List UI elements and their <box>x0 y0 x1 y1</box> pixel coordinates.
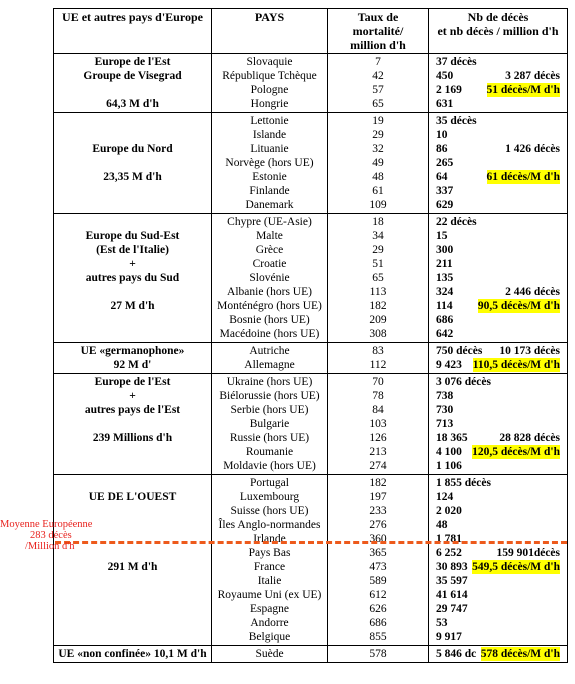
per-million-total: 90,5 décès/M d'h <box>477 300 560 312</box>
mortality-rate: 29 <box>372 244 384 256</box>
region-label-line: UE «germanophone» <box>80 345 185 357</box>
deaths-line <box>432 299 564 313</box>
region-cell <box>54 214 212 343</box>
country-name: Îles Anglo-normandes <box>218 519 321 531</box>
country-name: Finlande <box>249 185 290 197</box>
header-rate-line2: million d'h <box>350 38 406 52</box>
country-cell <box>212 113 328 214</box>
country-name: Biélorussie (hors UE) <box>219 390 320 402</box>
deaths-value: 6 252 <box>436 547 462 559</box>
mortality-rate: 686 <box>369 617 387 629</box>
deaths-line <box>432 431 564 445</box>
region-label-line: autres pays de l'Est <box>84 404 181 416</box>
deaths-line <box>432 344 564 358</box>
country-name: Russie (hors UE) <box>229 432 310 444</box>
mortality-rate: 233 <box>369 505 387 517</box>
region-label-line: (Est de l'Italie) <box>96 244 169 256</box>
country-name: Islande <box>252 129 287 141</box>
region-label-line <box>57 215 208 229</box>
deaths-value: 18 365 <box>436 432 468 444</box>
deaths-line <box>432 97 564 111</box>
deaths-value: 629 <box>436 199 454 211</box>
region-label-line: 23,35 M d'h <box>103 171 162 183</box>
group-row <box>54 374 568 475</box>
country-name: Royaume Uni (ex UE) <box>217 589 322 601</box>
deaths-line <box>432 504 564 518</box>
deaths-cell <box>429 343 568 374</box>
deaths-value: 53 <box>436 617 448 629</box>
mortality-rate: 29 <box>372 129 384 141</box>
deaths-value: 5 846 dc <box>436 648 477 660</box>
rate-cell <box>328 54 429 113</box>
country-name: Suisse (hors UE) <box>230 505 309 517</box>
mortality-rate: 103 <box>369 418 387 430</box>
country-name: Lettonie <box>250 115 289 127</box>
mortality-rate: 126 <box>369 432 387 444</box>
group-row <box>54 113 568 214</box>
header-row <box>54 9 568 54</box>
rate-cell <box>328 475 429 646</box>
mortality-rate: 7 <box>375 56 381 68</box>
region-cell <box>54 475 212 646</box>
region-label-line: Europe de l'Est <box>94 376 171 388</box>
deaths-value: 2 169 <box>436 84 462 96</box>
country-name: Macédoine (hors UE) <box>219 328 320 340</box>
mortality-rate: 113 <box>369 286 387 298</box>
deaths-cell <box>429 54 568 113</box>
mortality-rate: 626 <box>369 603 387 615</box>
country-name: Pologne <box>250 84 289 96</box>
mortality-rate: 42 <box>372 70 384 82</box>
deaths-line <box>432 490 564 504</box>
deaths-value: 2 020 <box>436 505 462 517</box>
deaths-value: 114 <box>436 300 453 312</box>
deaths-line <box>432 630 564 644</box>
region-label-line <box>57 114 208 128</box>
mortality-rate: 70 <box>372 376 384 388</box>
region-label-line <box>57 156 208 170</box>
group-total-deaths: 2 446 décès <box>505 286 560 298</box>
region-label-line <box>57 504 208 518</box>
region-label-line: autres pays du Sud <box>85 272 180 284</box>
rate-cell <box>328 646 429 663</box>
deaths-value: 1 106 <box>436 460 462 472</box>
region-label-line <box>57 128 208 142</box>
deaths-line <box>432 198 564 212</box>
deaths-value: 9 917 <box>436 631 462 643</box>
deaths-value: 15 <box>436 230 448 242</box>
mortality-rate: 365 <box>369 547 387 559</box>
region-label-line: + <box>129 390 136 402</box>
group-row <box>54 214 568 343</box>
mortality-rate: 197 <box>369 491 387 503</box>
deaths-line <box>432 83 564 97</box>
deaths-cell <box>429 113 568 214</box>
mortality-rate: 51 <box>372 258 384 270</box>
country-name: Italie <box>257 575 282 587</box>
country-cell <box>212 343 328 374</box>
country-name: Slovaquie <box>246 56 293 68</box>
deaths-line <box>432 156 564 170</box>
country-name: Allemagne <box>244 359 295 371</box>
deaths-value: 337 <box>436 185 454 197</box>
per-million-total: 578 décès/M d'h <box>480 648 560 660</box>
country-name: Monténégro (hors UE) <box>217 300 322 312</box>
country-name: Norvège (hors UE) <box>225 157 314 169</box>
region-label-line <box>57 476 208 490</box>
mortality-rate: 473 <box>369 561 387 573</box>
mortality-rate: 65 <box>372 98 384 110</box>
mortality-rate: 65 <box>372 272 384 284</box>
deaths-value: 37 décès <box>436 56 477 68</box>
deaths-cell <box>429 374 568 475</box>
mortality-rate: 274 <box>369 460 387 472</box>
deaths-line <box>432 616 564 630</box>
deaths-line <box>432 574 564 588</box>
deaths-line <box>432 518 564 532</box>
region-label-line: 92 M d' <box>113 359 152 371</box>
mortality-table <box>53 8 568 663</box>
region-label-line: + <box>129 258 136 270</box>
deaths-line <box>432 69 564 83</box>
mortality-rate: 276 <box>369 519 387 531</box>
deaths-line <box>432 588 564 602</box>
deaths-line <box>432 142 564 156</box>
deaths-line <box>432 560 564 574</box>
deaths-value: 324 <box>436 286 454 298</box>
country-name: Ukraine (hors UE) <box>226 376 313 388</box>
deaths-value: 48 <box>436 519 448 531</box>
group-row <box>54 646 568 663</box>
deaths-line <box>432 285 564 299</box>
average-line1: Moyenne Européenne <box>0 519 93 530</box>
per-million-total: 549,5 décès/M d'h <box>472 561 560 573</box>
country-cell <box>212 475 328 646</box>
country-name: Hongrie <box>250 98 289 110</box>
group-total-deaths: 10 173 décès <box>499 345 560 357</box>
country-name: Luxembourg <box>239 491 300 503</box>
region-label-line: 27 M d'h <box>110 300 155 312</box>
deaths-line <box>432 445 564 459</box>
country-name: Andorre <box>250 617 289 629</box>
deaths-value: 29 747 <box>436 603 468 615</box>
mortality-rate: 49 <box>372 157 384 169</box>
country-name: Grèce <box>255 244 284 256</box>
deaths-line <box>432 647 564 661</box>
european-average-line <box>55 541 567 544</box>
mortality-rate: 578 <box>369 648 387 660</box>
country-name: Malte <box>256 230 283 242</box>
deaths-value: 4 100 <box>436 446 462 458</box>
country-name: Estonie <box>252 171 287 183</box>
deaths-value: 9 423 <box>436 359 462 371</box>
deaths-line <box>432 389 564 403</box>
deaths-line <box>432 257 564 271</box>
mortality-rate: 34 <box>372 230 384 242</box>
deaths-line <box>432 546 564 560</box>
country-name: République Tchèque <box>222 70 317 82</box>
country-name: Pays Bas <box>248 547 291 559</box>
deaths-line <box>432 358 564 372</box>
deaths-value: 1 781 <box>436 533 462 545</box>
deaths-value: 35 597 <box>436 575 468 587</box>
per-million-total: 120,5 décès/M d'h <box>472 446 560 458</box>
country-name: Croatie <box>252 258 287 270</box>
region-cell <box>54 343 212 374</box>
country-name: Slovénie <box>249 272 290 284</box>
country-name: Lituanie <box>250 143 289 155</box>
deaths-line <box>432 313 564 327</box>
deaths-value: 750 décès <box>436 345 483 357</box>
region-label-line: 291 M d'h <box>107 561 158 573</box>
deaths-value: 124 <box>436 491 454 503</box>
region-label-line: Europe de l'Est <box>94 56 171 68</box>
mortality-rate: 18 <box>372 216 384 228</box>
country-name: Chypre (UE-Asie) <box>227 216 312 228</box>
mortality-rate: 84 <box>372 404 384 416</box>
region-label-line <box>57 285 208 299</box>
deaths-value: 642 <box>436 328 454 340</box>
group-total-deaths: 3 287 décès <box>505 70 560 82</box>
deaths-value: 3 076 décès <box>436 376 491 388</box>
region-label-line: Europe du Sud-Est <box>85 230 180 242</box>
deaths-value: 1 855 décès <box>436 477 491 489</box>
country-name: Albanie (hors UE) <box>227 286 312 298</box>
header-deaths-line2: et nb décès / million d'h <box>437 24 559 38</box>
per-million-total: 110,5 décès/M d'h <box>472 359 560 371</box>
deaths-value: 22 décès <box>436 216 477 228</box>
mortality-rate: 112 <box>369 359 387 371</box>
deaths-value: 86 <box>436 143 448 155</box>
mortality-rate: 19 <box>372 115 384 127</box>
country-name: Danemark <box>245 199 294 211</box>
deaths-line <box>432 184 564 198</box>
deaths-value: 686 <box>436 314 454 326</box>
country-name: Suède <box>255 648 284 660</box>
mortality-rate: 855 <box>369 631 387 643</box>
deaths-value: 10 <box>436 129 448 141</box>
country-name: Autriche <box>249 345 290 357</box>
mortality-rate: 612 <box>369 589 387 601</box>
region-label-line: UE DE L'OUEST <box>88 491 177 503</box>
region-cell <box>54 54 212 113</box>
group-total-deaths: 159 901décès <box>496 547 560 559</box>
deaths-cell <box>429 475 568 646</box>
header-deaths <box>429 9 568 54</box>
deaths-line <box>432 55 564 69</box>
mortality-rate: 57 <box>372 84 384 96</box>
country-cell <box>212 54 328 113</box>
group-total-deaths: 1 426 décès <box>505 143 560 155</box>
region-label-line <box>57 417 208 431</box>
header-rate <box>328 9 429 54</box>
region-cell <box>54 113 212 214</box>
country-name: France <box>253 561 286 573</box>
deaths-line <box>432 114 564 128</box>
country-name: Roumanie <box>245 446 294 458</box>
deaths-value: 64 <box>436 171 448 183</box>
mortality-rate: 32 <box>372 143 384 155</box>
deaths-value: 211 <box>436 258 453 270</box>
deaths-cell <box>429 214 568 343</box>
deaths-value: 300 <box>436 244 454 256</box>
region-label-line: 64,3 M d'h <box>106 98 159 110</box>
country-name: Moldavie (hors UE) <box>223 460 316 472</box>
country-name: Portugal <box>250 477 289 489</box>
group-row <box>54 54 568 113</box>
deaths-value: 135 <box>436 272 454 284</box>
mortality-rate: 360 <box>369 533 387 545</box>
deaths-cell <box>429 646 568 663</box>
country-cell <box>212 214 328 343</box>
average-line2: 283 décès <box>30 530 72 541</box>
country-name: Espagne <box>250 603 289 615</box>
mortality-rate: 83 <box>372 345 384 357</box>
region-label-line: Europe du Nord <box>92 143 173 155</box>
per-million-total: 61 décès/M d'h <box>486 171 560 183</box>
deaths-line <box>432 229 564 243</box>
deaths-line <box>432 602 564 616</box>
country-name: Serbie (hors UE) <box>230 404 309 416</box>
mortality-rate: 209 <box>369 314 387 326</box>
deaths-value: 450 <box>436 70 454 82</box>
header-country: PAYS <box>212 9 328 54</box>
group-row <box>54 343 568 374</box>
deaths-value: 631 <box>436 98 454 110</box>
mortality-rate: 213 <box>369 446 387 458</box>
deaths-line <box>432 170 564 184</box>
mortality-rate: 48 <box>372 171 384 183</box>
country-name: Belgique <box>248 631 291 643</box>
mortality-rate: 308 <box>369 328 387 340</box>
deaths-line <box>432 476 564 490</box>
country-cell <box>212 646 328 663</box>
deaths-value: 30 893 <box>436 561 468 573</box>
deaths-value: 265 <box>436 157 454 169</box>
mortality-rate: 109 <box>369 199 387 211</box>
deaths-line <box>432 327 564 341</box>
per-million-total: 51 décès/M d'h <box>486 84 560 96</box>
rate-cell <box>328 343 429 374</box>
average-line3: /Million d'h <box>25 541 75 552</box>
region-label-line: Groupe de Visegrad <box>83 70 182 82</box>
deaths-line <box>432 403 564 417</box>
european-average-label <box>0 519 92 552</box>
region-label-line <box>57 83 208 97</box>
group-total-deaths: 28 828 décès <box>499 432 560 444</box>
deaths-value: 730 <box>436 404 454 416</box>
group-row <box>54 475 568 646</box>
country-cell <box>212 374 328 475</box>
region-label-line: 239 Millions d'h <box>92 432 173 444</box>
header-deaths-line1: Nb de décès <box>467 10 529 24</box>
deaths-line <box>432 128 564 142</box>
country-name: Irlande <box>253 533 286 545</box>
deaths-line <box>432 417 564 431</box>
deaths-value: 35 décès <box>436 115 477 127</box>
rate-cell <box>328 113 429 214</box>
region-cell <box>54 374 212 475</box>
header-region: UE et autres pays d'Europe <box>54 9 212 54</box>
country-name: Bosnie (hors UE) <box>229 314 310 326</box>
deaths-line <box>432 375 564 389</box>
deaths-line <box>432 215 564 229</box>
rate-cell <box>328 374 429 475</box>
mortality-rate: 78 <box>372 390 384 402</box>
region-label-line: UE «non confinée» 10,1 M d'h <box>58 648 207 660</box>
header-rate-line1: Taux de mortalité/ <box>352 10 404 38</box>
deaths-value: 738 <box>436 390 454 402</box>
mortality-rate: 61 <box>372 185 384 197</box>
country-name: Bulgarie <box>249 418 290 430</box>
deaths-value: 41 614 <box>436 589 468 601</box>
deaths-line <box>432 271 564 285</box>
deaths-line <box>432 459 564 473</box>
rate-cell <box>328 214 429 343</box>
region-cell <box>54 646 212 663</box>
deaths-value: 713 <box>436 418 454 430</box>
mortality-rate: 589 <box>369 575 387 587</box>
mortality-rate: 182 <box>369 477 387 489</box>
deaths-line <box>432 243 564 257</box>
mortality-rate: 182 <box>369 300 387 312</box>
